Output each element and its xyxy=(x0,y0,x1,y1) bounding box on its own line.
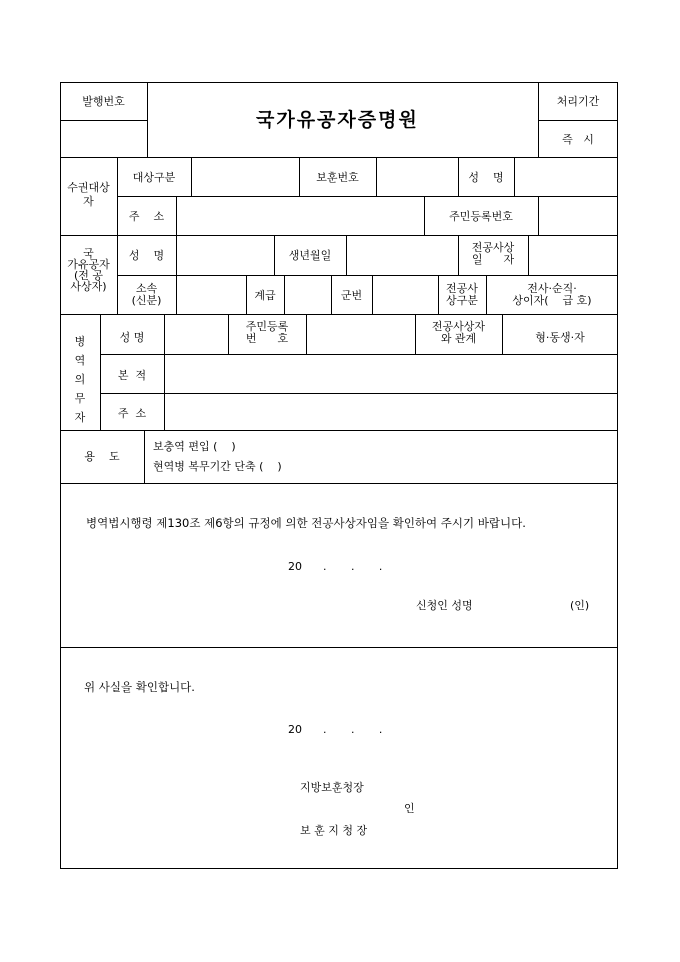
merit-vline-8 xyxy=(284,275,285,314)
purpose-bottom-line xyxy=(60,483,618,484)
recipient-section-label-2: 자 xyxy=(83,195,94,208)
recipient-resident-number-label: 주민등록번호 xyxy=(449,210,513,223)
obligor-line-2 xyxy=(100,393,618,394)
header-line-left xyxy=(60,120,147,121)
obligor-relation-label: 전공사상자 와 관계 xyxy=(431,320,486,345)
merit-section-label: 국 가유공자 (전 공 사상자) xyxy=(67,247,110,293)
recipient-vline-9 xyxy=(538,196,539,235)
obligor-address-label: 주 소 xyxy=(117,407,147,420)
header-bottom-line xyxy=(60,157,618,158)
processing-period-value: 즉 시 xyxy=(562,133,594,146)
recipient-section-label-1: 수권대상 xyxy=(67,181,110,194)
recipient-vline-4 xyxy=(376,157,377,196)
obligor-vline-2 xyxy=(164,314,165,430)
recipient-vline-1 xyxy=(117,157,118,235)
merit-rank-label: 계급 xyxy=(254,289,276,302)
obligor-name-label: 성 명 xyxy=(119,331,145,344)
applicant-seal: (인) xyxy=(570,599,590,612)
application-statement: 병역법시행령 제130조 제6항의 규정에 의한 전공사상자임을 확인하여 주시기 바랍니다. xyxy=(86,516,526,530)
header-vline-left xyxy=(147,82,148,157)
recipient-vline-6 xyxy=(514,157,515,196)
merit-casualty-label: 전사·순직· 상이자( 급 호) xyxy=(512,282,592,307)
issue-number-label: 발행번호 xyxy=(82,95,125,108)
confirmation-date: 20 . . . xyxy=(288,723,383,736)
recipient-name-label: 성 명 xyxy=(468,171,504,184)
obligor-line-1 xyxy=(100,354,618,355)
purpose-option-reserve: 보충역 편입 ( ) xyxy=(153,440,236,453)
merit-vline-6 xyxy=(528,235,529,275)
merit-number-label: 보훈번호 xyxy=(316,171,359,184)
obligor-resident-number-label: 주민등록 번 호 xyxy=(245,320,289,345)
recipient-bottom-line xyxy=(60,235,618,236)
merit-vline-2 xyxy=(176,235,177,314)
purpose-vline xyxy=(144,430,145,483)
processing-period-label: 처리기간 xyxy=(556,95,600,108)
merit-injury-type-label: 전공사 상구분 xyxy=(446,282,478,307)
recipient-vline-2 xyxy=(191,157,192,196)
issuer-branch-office: 보 훈 지 청 장 xyxy=(300,824,368,837)
certificate-form xyxy=(60,82,618,869)
obligor-domicile-label: 본 적 xyxy=(117,369,147,382)
merit-name-label: 성 명 xyxy=(128,249,165,262)
header-line-right xyxy=(538,120,618,121)
confirmation-statement: 위 사실을 확인합니다. xyxy=(84,680,195,694)
merit-birthdate-label: 생년월일 xyxy=(288,249,332,262)
purpose-option-shorten: 현역병 복무기간 단축 ( ) xyxy=(153,460,282,473)
recipient-vline-7 xyxy=(176,196,177,235)
merit-service-number-label: 군번 xyxy=(340,289,363,302)
merit-affiliation-label: 소속 (신분) xyxy=(131,282,162,307)
category-label: 대상구분 xyxy=(132,171,176,184)
border-right xyxy=(617,82,618,869)
purpose-label: 용 도 xyxy=(84,450,120,463)
issuer-regional-office: 지방보훈청장 xyxy=(300,781,364,794)
page-title: 국가유공자증명원 xyxy=(256,109,419,131)
issuer-seal: 인 xyxy=(404,802,415,815)
merit-bottom-line xyxy=(60,314,618,315)
obligor-section-label: 병 역 의 무 자 xyxy=(74,335,86,424)
confirmation-top-line xyxy=(60,647,618,648)
merit-mid-line xyxy=(117,275,618,276)
applicant-name-label: 신청인 성명 xyxy=(416,599,473,612)
obligor-vline-4 xyxy=(306,314,307,354)
recipient-mid-line xyxy=(117,196,618,197)
recipient-address-label: 주 소 xyxy=(128,210,165,223)
merit-injury-date-label: 전공사상 일 자 xyxy=(471,241,515,266)
merit-vline-4 xyxy=(346,235,347,275)
merit-vline-10 xyxy=(372,275,373,314)
obligor-relation-value: 형·동생·자 xyxy=(535,331,585,344)
border-bottom xyxy=(60,868,618,869)
application-date: 20 . . . xyxy=(288,560,383,573)
border-top xyxy=(60,82,618,83)
